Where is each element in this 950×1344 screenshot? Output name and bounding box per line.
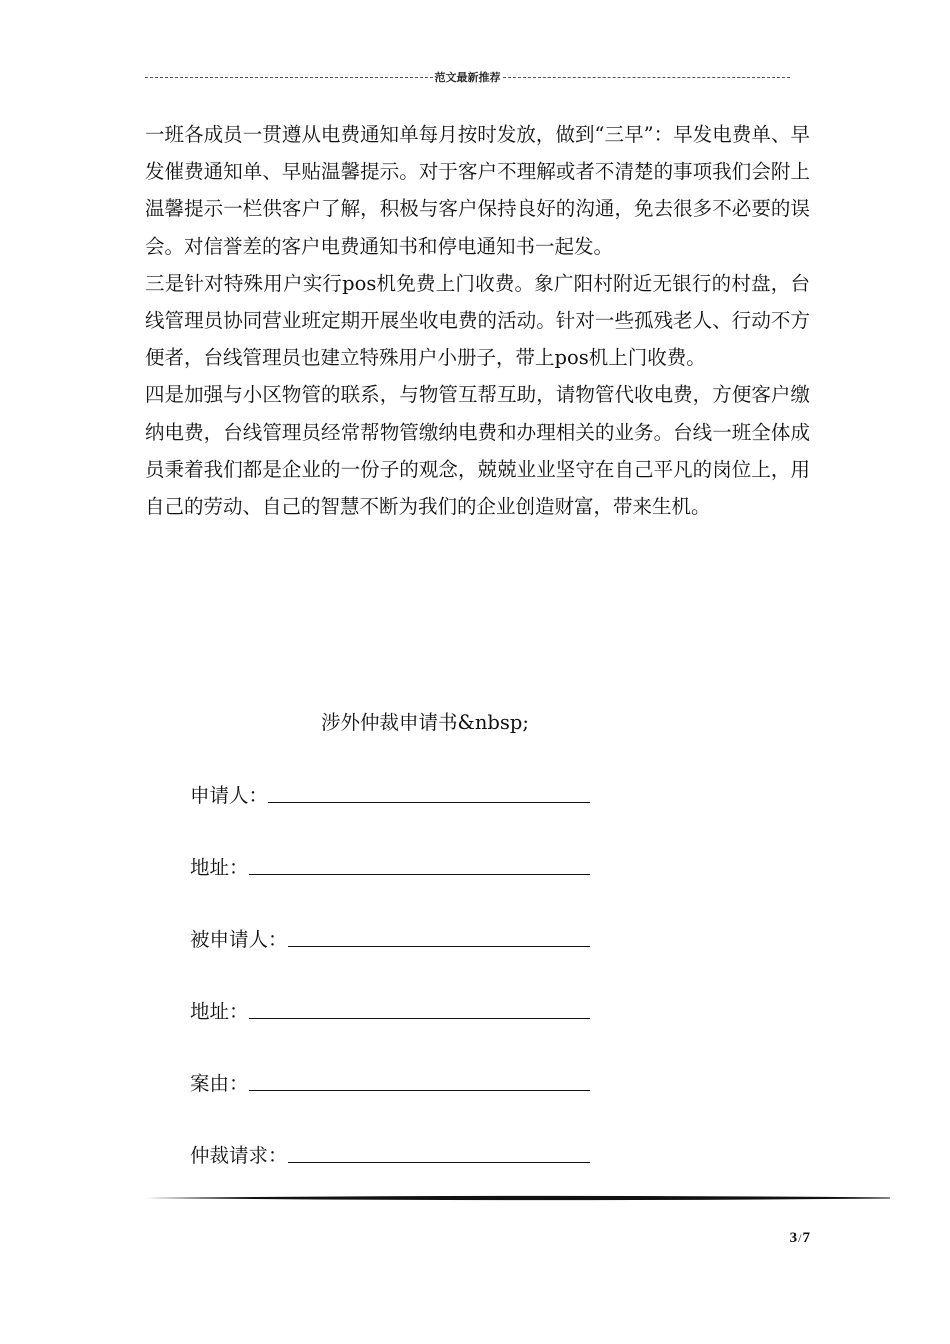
arbitration-request-field — [190, 1141, 590, 1171]
blank-line — [249, 1090, 590, 1091]
applicant-field — [190, 781, 590, 811]
field-label: 申请人： — [190, 784, 269, 807]
page-header — [145, 68, 790, 86]
footer-rule — [145, 1194, 890, 1202]
body-text — [145, 116, 810, 525]
header-title: 范文最新推荐 — [434, 72, 501, 84]
page-total: 7 — [802, 1230, 810, 1246]
case-cause-field — [190, 1069, 590, 1099]
field-label: 仲裁请求： — [190, 1144, 288, 1167]
header-dash-right — [503, 77, 791, 78]
applicant-address-field — [190, 853, 590, 883]
blank-line — [268, 802, 590, 803]
blank-line — [288, 946, 590, 947]
field-label: 被申请人： — [190, 928, 288, 951]
page-current: 3 — [789, 1230, 798, 1246]
respondent-field — [190, 925, 590, 955]
field-label: 案由： — [190, 1072, 249, 1095]
paragraph: 一班各成员一贯遵从电费通知单每月按时发放，做到“三早”：早发电费单、早发催费通知单、早贴温馨提示。对于客户不理解或者不清楚的事项我们会附上温馨提示一栏供客户了解，积极与客户保持良好的沟通，免去很多不必要的误会。对信誉差的客户电费通知书和停电通知书一起发。 — [145, 123, 810, 258]
paragraph: 四是加强与小区物管的联系，与物管互帮互助，请物管代收电费，方便客户缴纳电费，台线管理员经常帮物管缴纳电费和办理相关的业务。台线一班全体成员秉着我们都是企业的一份子的观念，兢兢业业坚守在自己平凡的岗位上，用自己的劳动、自己的智慧不断为我们的企业创造财富，带来生机。 — [145, 383, 810, 519]
blank-line — [249, 874, 590, 875]
page-number — [740, 1228, 810, 1248]
respondent-address-field — [190, 997, 590, 1027]
blank-line — [288, 1162, 590, 1163]
page-separator: / — [798, 1231, 802, 1245]
header-dash-left — [145, 77, 433, 78]
blank-line — [249, 1018, 590, 1019]
field-label: 地址： — [190, 856, 249, 879]
field-label: 地址： — [190, 1000, 249, 1023]
document-title: 涉外仲裁申请书&nbsp; — [321, 711, 529, 734]
paragraph: 三是针对特殊用户实行pos机免费上门收费。象广阳村附近无银行的村盘，台线管理员协同营业班定期开展坐收电费的活动。针对一些孤残老人、行动不方便者，台线管理员也建立特殊用户小册子，带上pos机上门收费。 — [145, 271, 810, 370]
